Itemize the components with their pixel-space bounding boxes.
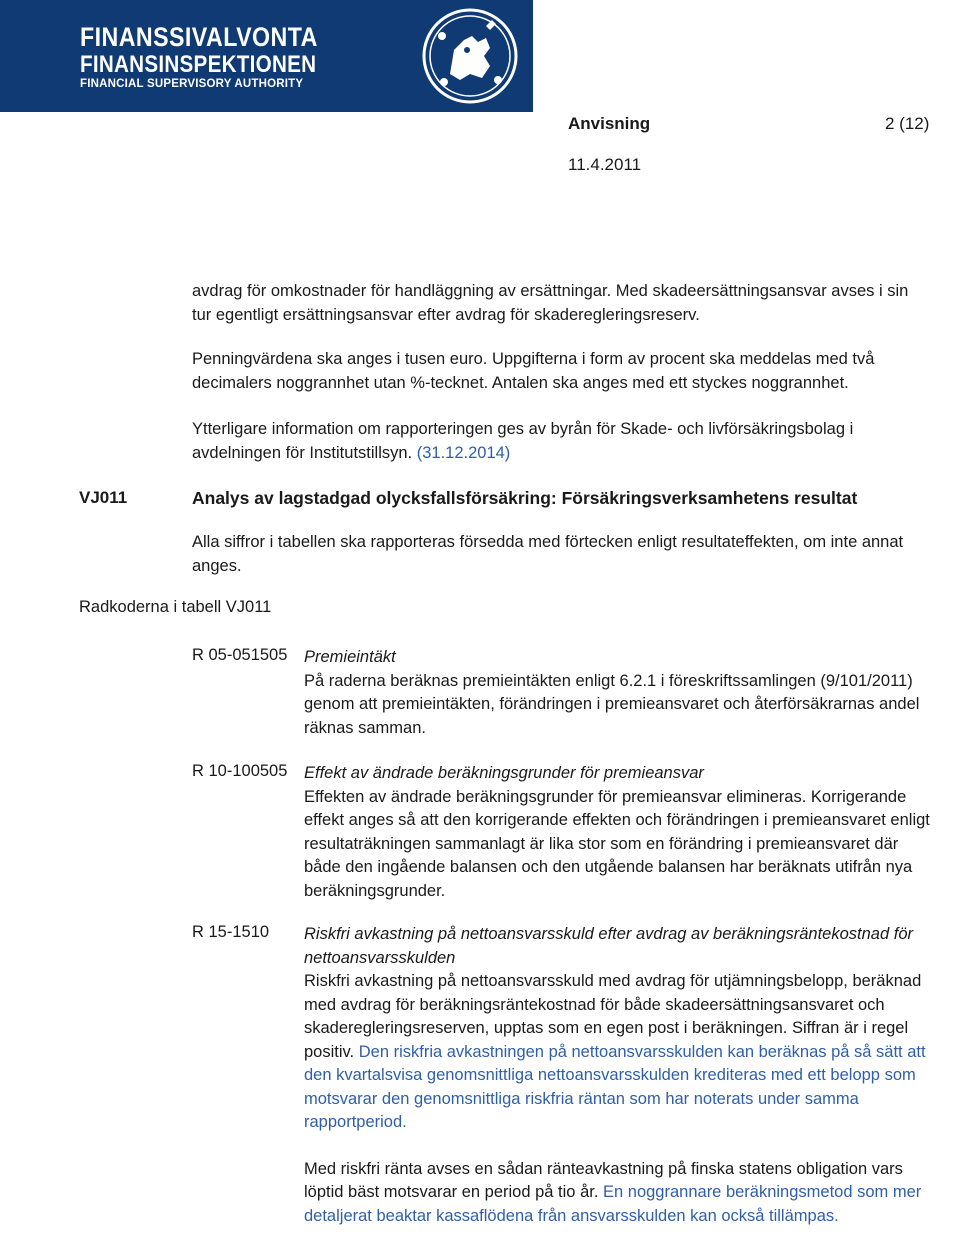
intro-paragraph-1: avdrag för omkostnader för handläggning av ersättningar. Med skadeersättningsansvar avses i sin tur egentligt ersättningsansvar efter avdrag för skaderegleringsreserv. [192,282,909,324]
row-description [304,762,930,903]
row-description [304,646,930,740]
row-code: R 05-051505 [192,646,288,664]
document-date: 11.4.2011 [568,155,642,174]
row-title: Riskfri avkastning på nettoansvarsskuld efter avdrag av beräkningsräntekostnad för nettoansvarsskulden [304,925,913,967]
row-text: På raderna beräknas premieintäkten enligt 6.2.1 i föreskriftssamlingen (9/101/2011) genom att premieintäkten, förändringen i premieansvaret och återförsäkrarnas andel räknas samman. [304,671,920,737]
logo-line-english: FINANCIAL SUPERVISORY AUTHORITY [80,78,304,90]
row-codes-subheading: Radkoderna i tabell VJ011 [79,598,272,616]
row-code: R 10-100505 [192,762,288,780]
section-heading: Analys av lagstadgad olycksfallsförsäkring: Försäkringsverksamhetens resultat [192,488,858,508]
section-note: Alla siffror i tabellen ska rapporteras försedda med förtecken enligt resultateffekten, om inte annat anges. [192,533,904,575]
page-number: 2 (12) [885,114,930,133]
row-title: Effekt av ändrade beräkningsgrunder för premieansvar [304,764,704,782]
lion-emblem-icon [420,6,520,106]
row-description [304,923,930,1228]
logo-line-finnish: FINANSSIVALVONTA [80,22,318,52]
logo-line-swedish: FINANSINSPEKTIONEN [80,51,317,78]
table-code: VJ011 [79,488,128,507]
row-text-amendment: Den riskfria avkastningen på nettoansvarsskulden kan beräknas på så sätt att den kvartalsvisa genomsnittliga nettoansvarsskulden krediteras med ett belopp som motsvarar den genomsnittliga riskfria räntan som har noterats under samma rapportperiod. [304,1042,926,1131]
row-text-second [304,1158,930,1229]
row-title: Premieintäkt [304,648,396,666]
row-code: R 15-1510 [192,923,270,941]
row-text-second-main: Med riskfri ränta avses en sådan ränteavkastning på finska statens obligation vars löptid bäst motsvarar en period på tio år. [304,1159,903,1201]
intro-paragraph-3-text: Ytterligare information om rapporteringen ges av byrån för Skade- och livförsäkringsbolag i avdelningen för Institutstillsyn. [192,420,854,462]
intro-paragraph-3 [192,418,924,465]
row-text: Effekten av ändrade beräkningsgrunder för premieansvar elimineras. Korrigerande effekt anges så att den korrigerande effekten och förändringen i premieansvaret enligt resultaträkningen sammanlagt är lika stor som en förändring i premieansvaret där både den ingående balansen och den utgående balansen har beräknats utifrån nya beräkningsgrunder. [304,787,930,900]
document-type: Anvisning [568,114,651,133]
row-text-second-amendment: En noggrannare beräkningsmetod som mer detaljerat beaktar kassaflödena från ansvarsskulden kan också tillämpas. [304,1183,922,1225]
amendment-date-note: (31.12.2014) [416,443,511,462]
authority-logo [0,0,533,112]
row-text-main: Riskfri avkastning på nettoansvarsskuld med avdrag för utjämningsbelopp, beräknad med avdrag för beräkningsräntekostnad för både skadeersättningsansvaret och skaderegleringsreserven, upptas som en egen post i beräkningen. Siffran är i regel positiv. [304,972,922,1061]
intro-paragraph-2: Penningvärdena ska anges i tusen euro. Uppgifterna i form av procent ska meddelas med två decimalers noggrannhet utan %-tecknet. Antalen ska anges med ett styckes noggrannhet. [192,350,875,392]
row-text [304,970,930,1135]
